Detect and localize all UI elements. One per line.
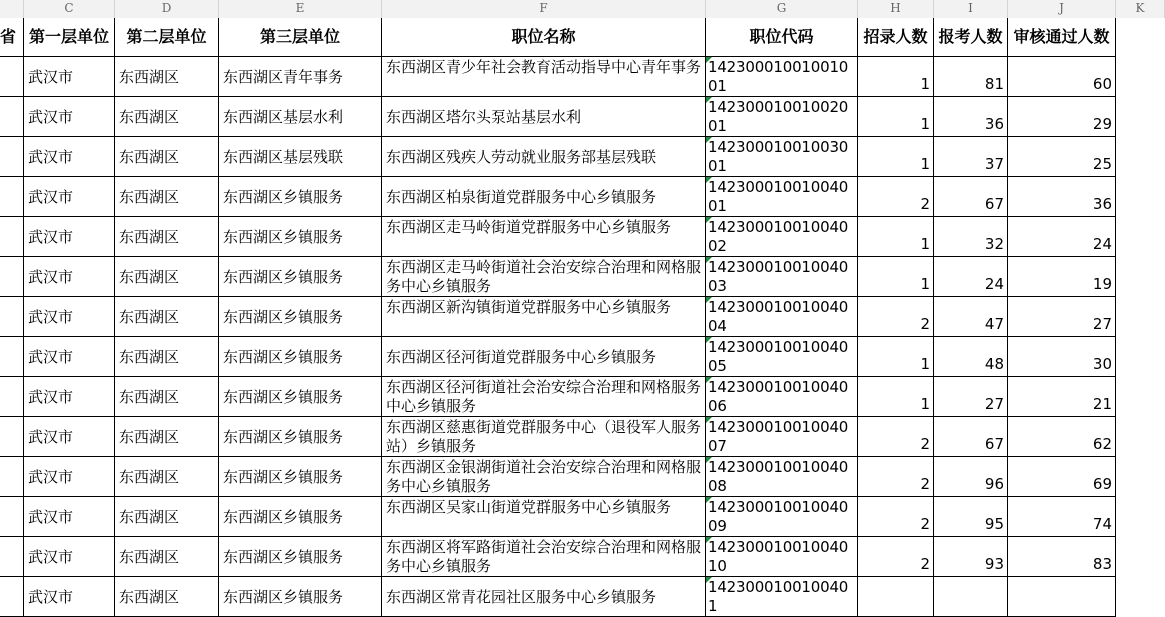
cell-district[interactable]: 东西湖区 xyxy=(115,297,219,337)
cell-unit[interactable]: 东西湖区乡镇服务 xyxy=(219,337,382,377)
cell-unit[interactable]: 东西湖区乡镇服务 xyxy=(219,177,382,217)
cell-position-name[interactable]: 东西湖区走马岭街道党群服务中心乡镇服务 xyxy=(382,217,706,257)
cell-approved[interactable] xyxy=(1008,577,1116,617)
cell-unit[interactable]: 东西湖区基层残联 xyxy=(219,137,382,177)
cell-city[interactable]: 武汉市 xyxy=(24,377,115,417)
cell-district[interactable]: 东西湖区 xyxy=(115,257,219,297)
cell-district[interactable]: 东西湖区 xyxy=(115,337,219,377)
cell-district[interactable]: 东西湖区 xyxy=(115,217,219,257)
header-level1-unit-text: 第一层单位 xyxy=(28,27,109,46)
cell-position-code[interactable]: 14230001001002001 xyxy=(706,97,858,137)
header-position-code-text: 职位代码 xyxy=(749,27,814,46)
cell-position-code[interactable]: 14230001001004001 xyxy=(706,177,858,217)
cell-city[interactable]: 武汉市 xyxy=(24,177,115,217)
cell-approved[interactable]: 83 xyxy=(1008,537,1116,577)
cell-approved[interactable]: 24 xyxy=(1008,217,1116,257)
column-letter-e[interactable]: E xyxy=(219,0,382,18)
cell-quota[interactable]: 1 xyxy=(858,217,934,257)
cell-position-name[interactable]: 东西湖区慈惠街道党群服务中心（退役军人服务站）乡镇服务 xyxy=(382,417,706,457)
cell-position-name[interactable]: 东西湖区残疾人劳动就业服务部基层残联 xyxy=(382,137,706,177)
cell-district[interactable]: 东西湖区 xyxy=(115,97,219,137)
column-letter-b[interactable] xyxy=(0,0,24,18)
cell-position-code[interactable]: 14230001001004008 xyxy=(706,457,858,497)
cell-position-code[interactable]: 14230001001001001 xyxy=(706,57,858,97)
cell-district[interactable]: 东西湖区 xyxy=(115,577,219,617)
cell-approved[interactable]: 60 xyxy=(1008,57,1116,97)
cell-unit[interactable]: 东西湖区乡镇服务 xyxy=(219,297,382,337)
cell-quota[interactable]: 1 xyxy=(858,337,934,377)
cell-approved[interactable]: 29 xyxy=(1008,97,1116,137)
cell-applicants[interactable]: 37 xyxy=(934,137,1008,177)
cell-applicants[interactable]: 95 xyxy=(934,497,1008,537)
cell-province[interactable] xyxy=(0,297,24,337)
cell-position-name[interactable]: 东西湖区将军路街道社会治安综合治理和网格服务中心乡镇服务 xyxy=(382,537,706,577)
cell-province[interactable] xyxy=(0,577,24,617)
cell-unit[interactable]: 东西湖区乡镇服务 xyxy=(219,217,382,257)
cell-city[interactable]: 武汉市 xyxy=(24,337,115,377)
cell-quota[interactable]: 1 xyxy=(858,97,934,137)
cell-position-code[interactable]: 14230001001004006 xyxy=(706,377,858,417)
cell-approved[interactable]: 62 xyxy=(1008,417,1116,457)
cell-quota[interactable]: 2 xyxy=(858,177,934,217)
cell-unit[interactable]: 东西湖区乡镇服务 xyxy=(219,417,382,457)
cell-quota[interactable]: 1 xyxy=(858,137,934,177)
cell-position-code[interactable]: 14230001001003001 xyxy=(706,137,858,177)
cell-applicants[interactable]: 27 xyxy=(934,377,1008,417)
cell-position-name[interactable]: 东西湖区新沟镇街道党群服务中心乡镇服务 xyxy=(382,297,706,337)
cell-applicants[interactable]: 24 xyxy=(934,257,1008,297)
header-quota-text: 招录人数 xyxy=(863,27,928,46)
cell-district[interactable]: 东西湖区 xyxy=(115,457,219,497)
cell-district[interactable]: 东西湖区 xyxy=(115,377,219,417)
column-letter-d[interactable]: D xyxy=(115,0,219,18)
header-approved[interactable] xyxy=(1008,18,1116,57)
cell-applicants[interactable]: 81 xyxy=(934,57,1008,97)
cell-quota[interactable]: 1 xyxy=(858,57,934,97)
cell-position-name[interactable]: 东西湖区径河街道社会治安综合治理和网格服务中心乡镇服务 xyxy=(382,377,706,417)
header-position-name[interactable] xyxy=(382,18,706,57)
cell-quota[interactable]: 1 xyxy=(858,257,934,297)
cell-city[interactable]: 武汉市 xyxy=(24,57,115,97)
cell-position-code[interactable]: 1423000100100401 xyxy=(706,577,858,617)
cell-approved[interactable]: 74 xyxy=(1008,497,1116,537)
cell-unit[interactable]: 东西湖区乡镇服务 xyxy=(219,377,382,417)
cell-approved[interactable]: 30 xyxy=(1008,337,1116,377)
cell-quota[interactable] xyxy=(858,577,934,617)
cell-city[interactable]: 武汉市 xyxy=(24,417,115,457)
header-level1-unit[interactable] xyxy=(24,18,115,57)
cell-district[interactable]: 东西湖区 xyxy=(115,417,219,457)
cell-position-code[interactable]: 14230001001004009 xyxy=(706,497,858,537)
cell-province[interactable] xyxy=(0,177,24,217)
cell-approved[interactable]: 19 xyxy=(1008,257,1116,297)
header-position-name-text: 职位名称 xyxy=(511,27,576,46)
cell-city[interactable]: 武汉市 xyxy=(24,297,115,337)
cell-applicants[interactable]: 48 xyxy=(934,337,1008,377)
cell-unit[interactable]: 东西湖区乡镇服务 xyxy=(219,577,382,617)
cell-city[interactable]: 武汉市 xyxy=(24,257,115,297)
cell-quota[interactable]: 2 xyxy=(858,457,934,497)
cell-city[interactable]: 武汉市 xyxy=(24,137,115,177)
cell-position-name[interactable]: 东西湖区吴家山街道党群服务中心乡镇服务 xyxy=(382,497,706,537)
cell-unit[interactable]: 东西湖区乡镇服务 xyxy=(219,537,382,577)
cell-applicants[interactable]: 93 xyxy=(934,537,1008,577)
cell-city[interactable]: 武汉市 xyxy=(24,537,115,577)
cell-province[interactable] xyxy=(0,257,24,297)
column-header-bar xyxy=(0,0,1165,19)
cell-district[interactable]: 东西湖区 xyxy=(115,537,219,577)
header-level2-unit[interactable] xyxy=(115,18,219,57)
cell-province[interactable] xyxy=(0,137,24,177)
cell-quota[interactable]: 2 xyxy=(858,497,934,537)
column-letter-f[interactable]: F xyxy=(382,0,706,18)
cell-applicants[interactable] xyxy=(934,577,1008,617)
cell-position-code[interactable]: 14230001001004002 xyxy=(706,217,858,257)
cell-position-code[interactable]: 14230001001004005 xyxy=(706,337,858,377)
cell-applicants[interactable]: 36 xyxy=(934,97,1008,137)
cell-province[interactable] xyxy=(0,377,24,417)
cell-applicants[interactable]: 67 xyxy=(934,417,1008,457)
empty-column-k[interactable] xyxy=(1116,18,1165,596)
cell-position-name[interactable]: 东西湖区柏泉街道党群服务中心乡镇服务 xyxy=(382,177,706,217)
cell-position-name[interactable]: 东西湖区金银湖街道社会治安综合治理和网格服务中心乡镇服务 xyxy=(382,457,706,497)
cell-city[interactable]: 武汉市 xyxy=(24,497,115,537)
cell-province[interactable] xyxy=(0,537,24,577)
cell-applicants[interactable]: 96 xyxy=(934,457,1008,497)
cell-city[interactable]: 武汉市 xyxy=(24,217,115,257)
cell-applicants[interactable]: 47 xyxy=(934,297,1008,337)
cell-position-code[interactable]: 14230001001004010 xyxy=(706,537,858,577)
cell-quota[interactable]: 2 xyxy=(858,417,934,457)
column-letter-c[interactable]: C xyxy=(24,0,115,18)
cell-position-name[interactable]: 东西湖区青少年社会教育活动指导中心青年事务 xyxy=(382,57,706,97)
cell-approved[interactable]: 36 xyxy=(1008,177,1116,217)
cell-approved[interactable]: 25 xyxy=(1008,137,1116,177)
cell-district[interactable]: 东西湖区 xyxy=(115,177,219,217)
cell-unit[interactable]: 东西湖区基层水利 xyxy=(219,97,382,137)
header-province-text: 省 xyxy=(0,27,17,46)
column-letter-g[interactable]: G xyxy=(706,0,858,18)
cell-unit[interactable]: 东西湖区乡镇服务 xyxy=(219,457,382,497)
cell-province[interactable] xyxy=(0,497,24,537)
cell-position-code[interactable]: 14230001001004003 xyxy=(706,257,858,297)
column-letter-j[interactable]: J xyxy=(1008,0,1116,18)
cell-city[interactable]: 武汉市 xyxy=(24,577,115,617)
cell-quota[interactable]: 1 xyxy=(858,377,934,417)
column-letter-h[interactable]: H xyxy=(858,0,934,18)
header-applicants-text: 报考人数 xyxy=(938,27,1003,46)
header-level3-unit-text: 第三层单位 xyxy=(259,27,340,46)
cell-unit[interactable]: 东西湖区青年事务 xyxy=(219,57,382,97)
cell-province[interactable] xyxy=(0,97,24,137)
cell-province[interactable] xyxy=(0,57,24,97)
cell-province[interactable] xyxy=(0,337,24,377)
cell-unit[interactable]: 东西湖区乡镇服务 xyxy=(219,497,382,537)
cell-approved[interactable]: 27 xyxy=(1008,297,1116,337)
cell-province[interactable] xyxy=(0,217,24,257)
cell-district[interactable]: 东西湖区 xyxy=(115,137,219,177)
cell-city[interactable]: 武汉市 xyxy=(24,457,115,497)
cell-applicants[interactable]: 67 xyxy=(934,177,1008,217)
cell-position-code[interactable]: 14230001001004004 xyxy=(706,297,858,337)
header-position-code[interactable] xyxy=(706,18,858,57)
cell-position-code[interactable]: 14230001001004007 xyxy=(706,417,858,457)
column-letter-i[interactable]: I xyxy=(934,0,1008,18)
cell-province[interactable] xyxy=(0,457,24,497)
cell-quota[interactable]: 2 xyxy=(858,537,934,577)
cell-applicants[interactable]: 32 xyxy=(934,217,1008,257)
cell-position-name[interactable]: 东西湖区径河街道党群服务中心乡镇服务 xyxy=(382,337,706,377)
header-level2-unit-text: 第二层单位 xyxy=(126,27,207,46)
cell-position-name[interactable]: 东西湖区塔尔头泵站基层水利 xyxy=(382,97,706,137)
cell-position-name[interactable]: 东西湖区走马岭街道社会治安综合治理和网格服务中心乡镇服务 xyxy=(382,257,706,297)
cell-city[interactable]: 武汉市 xyxy=(24,97,115,137)
cell-quota[interactable]: 2 xyxy=(858,297,934,337)
cell-position-name[interactable]: 东西湖区常青花园社区服务中心乡镇服务 xyxy=(382,577,706,617)
cell-province[interactable] xyxy=(0,417,24,457)
header-level3-unit[interactable] xyxy=(219,18,382,57)
header-applicants[interactable] xyxy=(934,18,1008,57)
cell-district[interactable]: 东西湖区 xyxy=(115,497,219,537)
header-province[interactable] xyxy=(0,18,24,57)
cell-unit[interactable]: 东西湖区乡镇服务 xyxy=(219,257,382,297)
header-approved-text: 审核通过人数 xyxy=(1013,27,1110,46)
header-quota[interactable] xyxy=(858,18,934,57)
cell-approved[interactable]: 21 xyxy=(1008,377,1116,417)
cell-district[interactable]: 东西湖区 xyxy=(115,57,219,97)
cell-approved[interactable]: 69 xyxy=(1008,457,1116,497)
column-letter-k[interactable]: K xyxy=(1116,0,1165,18)
